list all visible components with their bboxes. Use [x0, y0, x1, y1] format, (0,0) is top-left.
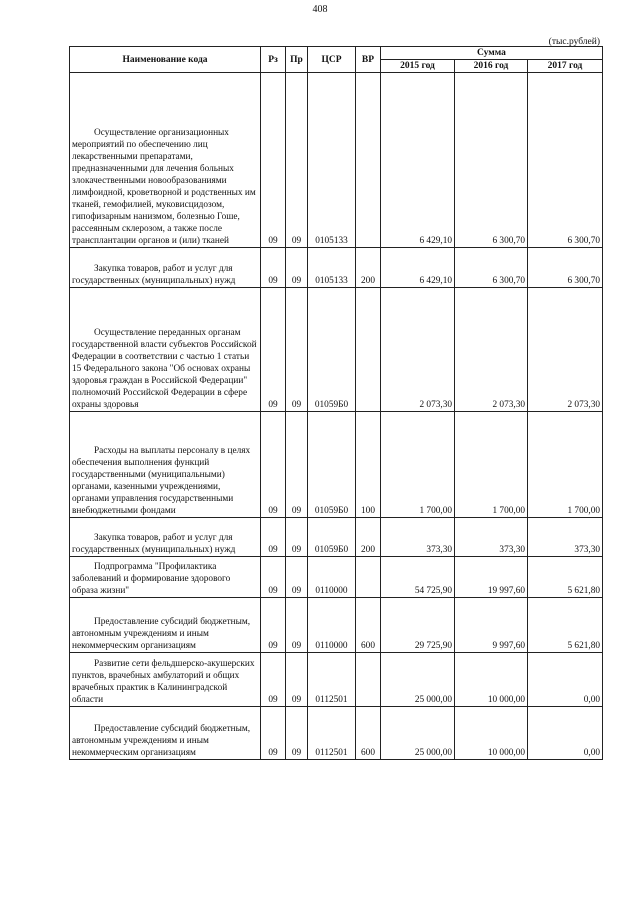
row-csr: 0105133 [308, 248, 356, 288]
row-rz: 09 [261, 557, 286, 598]
row-2017: 373,30 [528, 518, 603, 557]
header-name: Наименование кода [70, 47, 261, 73]
row-vr [356, 653, 381, 707]
row-name: Осуществление организационных мероприятий по обеспечению лиц лекарственными препаратами, предназначенными для лечения больных злокачественными новообразованиями лимфоидной, кроветворной и родственных им тканей, гемофилией, муковисцидозом, гипофизарным нанизмом, болезнью Гоше, рассеянным склерозом, а также после трансплантации органов и (или) тканей [70, 73, 261, 248]
row-2015: 2 073,30 [381, 288, 455, 412]
row-2015: 1 700,00 [381, 412, 455, 518]
table-row [70, 288, 603, 412]
row-rz: 09 [261, 707, 286, 760]
header-rz: Рз [261, 47, 286, 73]
row-pr: 09 [286, 598, 308, 653]
table-row [70, 707, 603, 760]
row-2015: 54 725,90 [381, 557, 455, 598]
row-rz: 09 [261, 73, 286, 248]
header-2015: 2015 год [381, 60, 455, 73]
header-sum: Сумма [381, 47, 603, 60]
row-rz: 09 [261, 518, 286, 557]
row-2015: 29 725,90 [381, 598, 455, 653]
row-vr: 200 [356, 518, 381, 557]
table-row [70, 557, 603, 598]
row-vr: 600 [356, 707, 381, 760]
row-pr: 09 [286, 653, 308, 707]
row-csr: 01059Б0 [308, 518, 356, 557]
row-name: Закупка товаров, работ и услуг для государственных (муниципальных) нужд [70, 518, 261, 557]
row-pr: 09 [286, 557, 308, 598]
row-csr: 0110000 [308, 557, 356, 598]
row-name: Предоставление субсидий бюджетным, автономным учреждениям и иным некоммерческим организациям [70, 707, 261, 760]
row-2016: 9 997,60 [455, 598, 528, 653]
row-2017: 5 621,80 [528, 598, 603, 653]
row-2017: 2 073,30 [528, 288, 603, 412]
row-name: Расходы на выплаты персоналу в целях обеспечения выполнения функций государственными (муниципальными) органами, казенными учреждениями, органами управления государственными внебюджетными фондами [70, 412, 261, 518]
header-csr: ЦСР [308, 47, 356, 73]
budget-table [69, 46, 603, 760]
row-2015: 25 000,00 [381, 707, 455, 760]
row-pr: 09 [286, 73, 308, 248]
row-vr [356, 73, 381, 248]
row-2016: 6 300,70 [455, 248, 528, 288]
row-2016: 10 000,00 [455, 707, 528, 760]
row-2016: 6 300,70 [455, 73, 528, 248]
row-vr [356, 288, 381, 412]
row-2017: 6 300,70 [528, 73, 603, 248]
row-2015: 6 429,10 [381, 73, 455, 248]
row-name: Осуществление переданных органам государственной власти субъектов Российской Федерации в соответствии с частью 1 статьи 15 Федерального закона "Об основах охраны здоровья граждан в Российской Федерации" полномочий Российской Федерации в сфере охраны здоровья [70, 288, 261, 412]
row-vr: 600 [356, 598, 381, 653]
row-2016: 1 700,00 [455, 412, 528, 518]
row-name: Подпрограмма "Профилактика заболеваний и формирование здорового образа жизни" [70, 557, 261, 598]
row-2015: 6 429,10 [381, 248, 455, 288]
row-pr: 09 [286, 707, 308, 760]
row-2016: 10 000,00 [455, 653, 528, 707]
table-row [70, 598, 603, 653]
row-rz: 09 [261, 288, 286, 412]
row-vr [356, 557, 381, 598]
page-number: 408 [312, 4, 328, 15]
row-rz: 09 [261, 248, 286, 288]
header-pr: Пр [286, 47, 308, 73]
row-2017: 5 621,80 [528, 557, 603, 598]
row-name: Закупка товаров, работ и услуг для государственных (муниципальных) нужд [70, 248, 261, 288]
table-row [70, 248, 603, 288]
table-row [70, 518, 603, 557]
header-2016: 2016 год [455, 60, 528, 73]
row-csr: 0112501 [308, 653, 356, 707]
row-csr: 01059Б0 [308, 412, 356, 518]
row-vr: 100 [356, 412, 381, 518]
row-rz: 09 [261, 412, 286, 518]
row-csr: 0112501 [308, 707, 356, 760]
row-2015: 373,30 [381, 518, 455, 557]
row-2016: 19 997,60 [455, 557, 528, 598]
row-2017: 0,00 [528, 653, 603, 707]
row-pr: 09 [286, 412, 308, 518]
row-2015: 25 000,00 [381, 653, 455, 707]
row-vr: 200 [356, 248, 381, 288]
row-name: Развитие сети фельдшерско-акушерских пунктов, врачебных амбулаторий и общих врачебных практик в Калининградской области [70, 653, 261, 707]
row-rz: 09 [261, 598, 286, 653]
row-csr: 0110000 [308, 598, 356, 653]
header-2017: 2017 год [528, 60, 603, 73]
row-csr: 01059Б0 [308, 288, 356, 412]
table-header [70, 47, 603, 73]
row-rz: 09 [261, 653, 286, 707]
row-2017: 1 700,00 [528, 412, 603, 518]
table-row [70, 653, 603, 707]
units-label: (тыс.рублей) [548, 37, 600, 47]
row-name: Предоставление субсидий бюджетным, автономным учреждениям и иным некоммерческим организациям [70, 598, 261, 653]
row-pr: 09 [286, 288, 308, 412]
table-row [70, 412, 603, 518]
row-2016: 373,30 [455, 518, 528, 557]
row-pr: 09 [286, 518, 308, 557]
row-csr: 0105133 [308, 73, 356, 248]
table-row [70, 73, 603, 248]
row-2016: 2 073,30 [455, 288, 528, 412]
row-2017: 6 300,70 [528, 248, 603, 288]
header-vr: ВР [356, 47, 381, 73]
row-2017: 0,00 [528, 707, 603, 760]
row-pr: 09 [286, 248, 308, 288]
